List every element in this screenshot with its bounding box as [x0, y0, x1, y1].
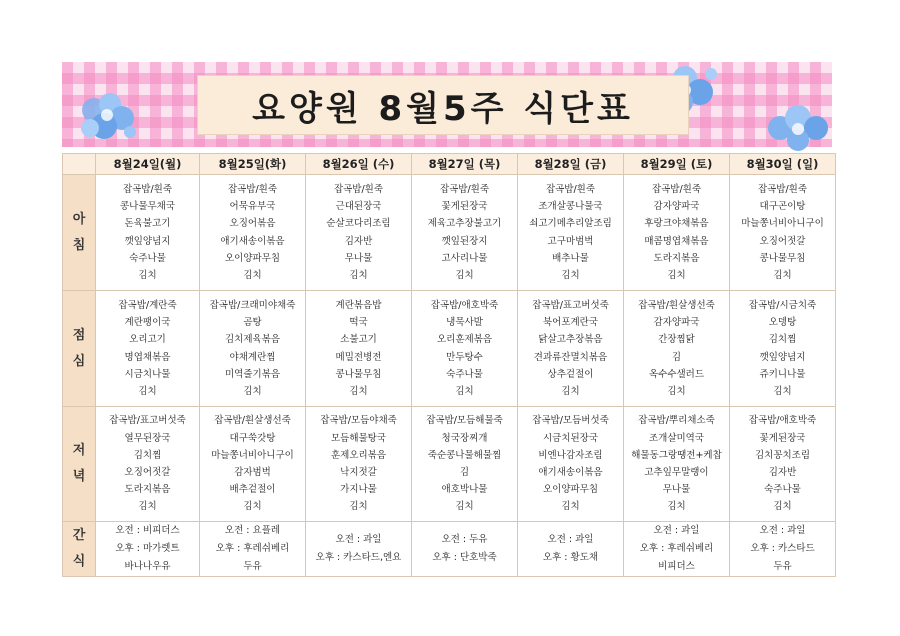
menu-item: 감자양파국 — [653, 201, 700, 213]
menu-item: 돈육불고기 — [124, 218, 171, 230]
meal-label-char: 심 — [72, 353, 86, 369]
menu-cell — [96, 522, 200, 577]
menu-cell — [730, 175, 836, 291]
menu-cell — [200, 407, 306, 522]
day-header: 8월27일 (목) — [412, 154, 518, 175]
meal-label-char: 점 — [72, 327, 86, 343]
meal-label-char: 간 — [72, 528, 86, 543]
menu-cell — [412, 175, 518, 291]
menu-item: 깻잎된장지 — [441, 235, 488, 247]
menu-item: 꽃게된장국 — [759, 432, 806, 444]
menu-item: 김치 — [773, 501, 792, 513]
menu-item: 계란팽이국 — [124, 317, 171, 329]
menu-item: 숙주나물 — [764, 484, 801, 496]
menu-cell — [624, 407, 730, 522]
menu-item: 김치 — [561, 269, 580, 281]
menu-item: 김치 — [138, 269, 157, 281]
menu-item: 김치 — [349, 501, 368, 513]
menu-item: 모듬해물탕국 — [330, 432, 387, 444]
menu-item: 시금치나물 — [124, 368, 171, 380]
menu-item: 김치 — [561, 501, 580, 513]
menu-item: 비피더스 — [658, 561, 695, 572]
menu-cell — [200, 291, 306, 407]
title-box — [197, 75, 689, 135]
menu-cell — [412, 407, 518, 522]
menu-item: 김치 — [561, 385, 580, 397]
menu-item: 오전 : 비피더스 — [115, 525, 180, 536]
menu-item: 비엔나감자조림 — [538, 449, 603, 461]
meal-label-char: 녁 — [72, 469, 86, 484]
menu-item: 낙지젓갈 — [340, 467, 377, 478]
menu-cell — [306, 175, 412, 291]
menu-item: 닭살고추장볶음 — [538, 334, 603, 346]
menu-item: 콩나물무침 — [759, 252, 806, 264]
meal-label-char: 저 — [72, 443, 86, 458]
menu-item: 오전 : 과일 — [335, 534, 382, 545]
menu-item: 김치 — [349, 385, 368, 397]
menu-item: 김치 — [667, 385, 686, 397]
meal-label — [63, 175, 96, 291]
menu-item: 잡곡밥/흰죽 — [122, 183, 173, 195]
menu-item: 오후 : 카스타드,엔요 — [315, 552, 402, 563]
menu-item: 깻잎양념지 — [124, 235, 171, 247]
menu-item: 잡곡밥/뿌리채소죽 — [638, 415, 715, 427]
menu-item: 김자반 — [344, 235, 373, 247]
menu-item: 김치 — [773, 385, 792, 397]
meal-label — [63, 407, 96, 522]
menu-item: 야채계란찜 — [229, 351, 276, 363]
menu-cell — [412, 291, 518, 407]
menu-item: 잡곡밥/모듬야채죽 — [320, 415, 397, 427]
menu-cell — [624, 291, 730, 407]
menu-cell — [200, 175, 306, 291]
menu-item: 잡곡밥/흰살생선죽 — [214, 415, 291, 427]
menu-item: 잡곡밥/흰죽 — [545, 183, 596, 195]
menu-item: 무나물 — [344, 252, 373, 264]
menu-cell — [730, 407, 836, 522]
menu-item: 조개살미역국 — [648, 432, 705, 444]
menu-item: 잡곡밥/애호박죽 — [748, 415, 817, 427]
menu-item: 계란볶음밥 — [335, 299, 382, 311]
menu-item: 콩나물무침 — [335, 368, 382, 380]
menu-item: 죽순콩나물해물찜 — [427, 449, 502, 461]
menu-item: 잡곡밥/모듬버섯죽 — [532, 415, 609, 427]
meal-label-char: 식 — [72, 554, 86, 569]
menu-item: 열무된장국 — [124, 432, 171, 444]
menu-item: 잡곡밥/계란죽 — [118, 299, 177, 311]
corner-cell — [63, 154, 96, 175]
flower-far-right-icon — [760, 98, 840, 158]
menu-item: 후랑크야채볶음 — [644, 218, 709, 230]
menu-item: 견과류잔멸치볶음 — [533, 351, 608, 363]
menu-item: 마늘쫑너비아니구이 — [741, 218, 824, 230]
menu-item: 김치 — [773, 269, 792, 281]
menu-item: 두유 — [773, 561, 792, 572]
menu-item: 바나나우유 — [124, 561, 171, 572]
menu-item: 김치 — [455, 385, 474, 397]
menu-item: 오전 : 과일 — [547, 534, 594, 545]
meal-label — [63, 522, 96, 577]
menu-item: 콩나물무채국 — [119, 201, 176, 213]
menu-item: 김치찜 — [133, 449, 162, 461]
day-header: 8월28일 (금) — [518, 154, 624, 175]
menu-item: 김치 — [455, 501, 474, 513]
day-header: 8월30일 (일) — [730, 154, 836, 175]
page-title: 요양원 8월5주 식단표 — [252, 88, 634, 129]
menu-item: 꽃게된장국 — [441, 201, 488, 213]
snack-row — [63, 522, 836, 577]
menu-item: 떡국 — [349, 317, 368, 329]
menu-item: 김치 — [138, 385, 157, 397]
menu-cell — [96, 407, 200, 522]
menu-item: 배추겉절이 — [229, 484, 276, 496]
day-header-row — [63, 154, 836, 175]
menu-item: 옥수수샐러드 — [648, 368, 705, 380]
menu-item: 김치 — [243, 269, 262, 281]
menu-item: 잡곡밥/표고버섯죽 — [109, 415, 186, 427]
menu-item: 애기새송이볶음 — [538, 467, 603, 478]
menu-item: 오전 : 과일 — [759, 525, 806, 536]
menu-cell — [518, 522, 624, 577]
menu-item: 애호박나물 — [441, 484, 488, 496]
menu-item: 숙주나물 — [446, 368, 483, 380]
menu-item: 김치 — [455, 269, 474, 281]
menu-item: 만두탕수 — [446, 351, 483, 363]
meal-label-char: 아 — [72, 211, 86, 227]
menu-item: 메밀전병전 — [335, 351, 382, 363]
menu-item: 오후 : 후레쉬베리 — [215, 543, 290, 554]
menu-cell — [730, 522, 836, 577]
menu-item: 두유 — [243, 561, 262, 572]
menu-cell — [96, 291, 200, 407]
menu-item: 오징어젓갈 — [124, 467, 171, 478]
menu-item: 조개살콩나물국 — [538, 201, 603, 213]
menu-item: 오징어볶음 — [229, 218, 276, 230]
menu-item: 잡곡밥/흰죽 — [333, 183, 384, 195]
menu-item: 순살코다리조림 — [326, 218, 391, 230]
menu-cell — [306, 291, 412, 407]
menu-cell — [624, 522, 730, 577]
menu-item: 시금치된장국 — [542, 432, 599, 444]
menu-item: 냉묵사발 — [446, 317, 483, 329]
menu-item: 간장찜닭 — [658, 334, 695, 346]
menu-item: 김자반 — [768, 467, 797, 478]
lunch-row — [63, 291, 836, 407]
day-header: 8월24일(월) — [96, 154, 200, 175]
menu-item: 배추나물 — [552, 252, 589, 264]
menu-item: 애기새송이볶음 — [220, 235, 285, 247]
menu-item: 김치 — [138, 501, 157, 513]
meal-label — [63, 291, 96, 407]
menu-item: 잡곡밥/흰죽 — [651, 183, 702, 195]
day-header: 8월25일(화) — [200, 154, 306, 175]
menu-item: 오후 : 황도채 — [542, 552, 599, 563]
menu-item: 고구마범벅 — [547, 235, 594, 247]
menu-item: 근대된장국 — [335, 201, 382, 213]
menu-item: 감자범벅 — [234, 467, 271, 478]
menu-item: 오징어젓갈 — [759, 235, 806, 247]
menu-item: 오후 : 후레쉬베리 — [639, 543, 714, 554]
menu-item: 청국장찌개 — [441, 432, 488, 444]
menu-item: 잡곡밥/흰죽 — [227, 183, 278, 195]
menu-item: 고추잎무말랭이 — [644, 467, 709, 478]
menu-item: 김치 — [667, 501, 686, 513]
menu-cell — [730, 291, 836, 407]
menu-item: 대구곤이탕 — [759, 201, 806, 213]
menu-item: 잡곡밥/흰죽 — [439, 183, 490, 195]
menu-item: 김치꽁치조림 — [754, 449, 811, 461]
menu-cell — [518, 407, 624, 522]
menu-item: 오이양파무침 — [224, 252, 281, 264]
menu-cell — [518, 291, 624, 407]
menu-item: 오후 : 카스타드 — [750, 543, 815, 554]
menu-item: 잡곡밥/흰살생선죽 — [638, 299, 715, 311]
menu-item: 감자양파국 — [653, 317, 700, 329]
menu-table — [62, 153, 836, 577]
menu-item: 소불고기 — [340, 334, 377, 346]
menu-item: 오후 : 단호박죽 — [432, 552, 497, 563]
breakfast-row — [63, 175, 836, 291]
menu-item: 도라지볶음 — [124, 484, 171, 496]
menu-item: 오전 : 과일 — [653, 525, 700, 536]
menu-item: 잡곡밥/애호박죽 — [430, 299, 499, 311]
menu-item: 잡곡밥/모듬해물죽 — [426, 415, 503, 427]
menu-item: 미역줄기볶음 — [224, 368, 281, 380]
flower-left-icon — [74, 88, 144, 150]
menu-item: 김 — [459, 467, 470, 478]
menu-item: 해물동그랑땡전+케찹 — [631, 449, 722, 461]
menu-item: 김치 — [243, 385, 262, 397]
menu-item: 김치 — [667, 269, 686, 281]
menu-item: 김치 — [349, 269, 368, 281]
menu-cell — [306, 407, 412, 522]
meal-label-char: 침 — [72, 237, 86, 253]
menu-item: 오리훈제볶음 — [436, 334, 493, 346]
menu-item: 고사리나물 — [441, 252, 488, 264]
menu-item: 상추겉절이 — [547, 368, 594, 380]
menu-item: 명엽채볶음 — [124, 351, 171, 363]
menu-item: 김치찜 — [768, 334, 797, 346]
menu-item: 잡곡밥/표고버섯죽 — [532, 299, 609, 311]
menu-item: 대구쑥갓탕 — [229, 432, 276, 444]
menu-item: 잡곡밥/시금치죽 — [748, 299, 817, 311]
menu-item: 마늘쫑너비아니구이 — [211, 449, 294, 461]
menu-item: 깻잎양념지 — [759, 351, 806, 363]
menu-cell — [306, 522, 412, 577]
menu-item: 쇠고기메추리알조림 — [529, 218, 612, 230]
menu-item: 오후 : 마가렛트 — [115, 543, 180, 554]
menu-item: 매콤명엽채볶음 — [644, 235, 709, 247]
menu-cell — [518, 175, 624, 291]
menu-item: 잡곡밥/크래미야채죽 — [209, 299, 296, 311]
menu-item: 잡곡밥/흰죽 — [757, 183, 808, 195]
menu-item: 도라지볶음 — [653, 252, 700, 264]
menu-cell — [624, 175, 730, 291]
menu-item: 김 — [671, 351, 682, 363]
menu-item: 오이양파무침 — [542, 484, 599, 496]
menu-item: 오리고기 — [129, 334, 166, 346]
menu-item: 쥬키니나물 — [759, 368, 806, 380]
menu-item: 오뎅탕 — [768, 317, 797, 329]
menu-item: 가지나물 — [340, 484, 377, 496]
menu-item: 김치 — [243, 501, 262, 513]
day-header: 8월26일 (수) — [306, 154, 412, 175]
menu-item: 무나물 — [662, 484, 691, 496]
menu-item: 숙주나물 — [129, 252, 166, 264]
menu-cell — [96, 175, 200, 291]
dinner-row — [63, 407, 836, 522]
menu-item: 오전 : 두유 — [441, 534, 488, 545]
menu-item: 어묵유부국 — [229, 201, 276, 213]
menu-item: 훈제오리볶음 — [330, 449, 387, 461]
menu-item: 제육고추장불고기 — [427, 218, 502, 230]
menu-item: 곰탕 — [243, 317, 262, 329]
menu-cell — [412, 522, 518, 577]
day-header: 8월29일 (토) — [624, 154, 730, 175]
menu-item: 오전 : 요플레 — [224, 525, 281, 536]
menu-cell — [200, 522, 306, 577]
menu-item: 김치제육볶음 — [224, 334, 281, 346]
menu-item: 북어포계란국 — [542, 317, 599, 329]
